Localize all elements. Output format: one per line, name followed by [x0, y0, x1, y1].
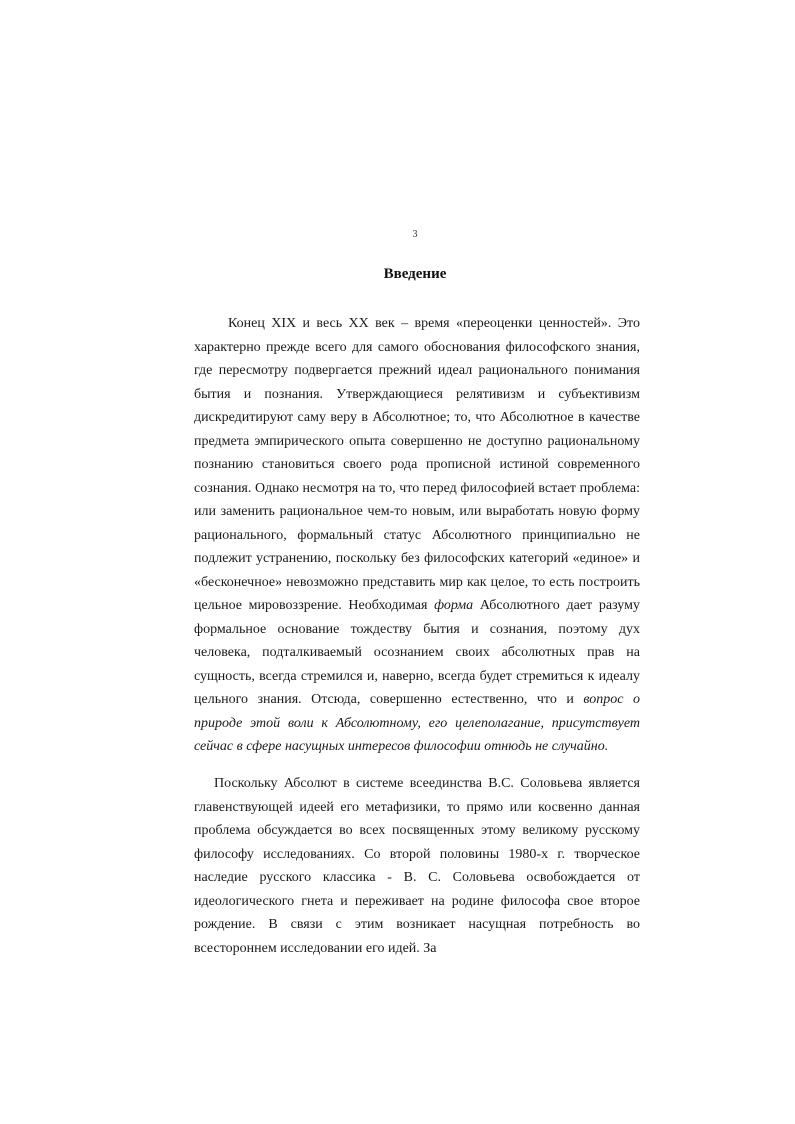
paragraph-intro-italic-forma: форма [434, 598, 474, 613]
paragraph-intro-text-1: Конец XIX и весь XX век – время «переоценки ценностей». Это характерно прежде всего для самого обоснования философского знания, где пересмотру подвергается прежний идеал рационального понимания бытия и познания. Утверждающиеся релятивизм и субъективизм дискредитируют саму веру в Абсолютное; то, что Абсолютное в качестве предмета эмпирического опыта совершенно не доступно рациональному познанию становиться своего рода прописной истиной современного сознания. Однако несмотря на то, что перед философией встает проблема: или заменить рациональное чем-то новым, или выработать новую форму рационального, формальный статус Абсолютного принципиально не подлежит устранению, поскольку без философских категорий «единое» и «бесконечное» невозможно представить мир как целое, то есть построить цельное мировоззрение. Необходимая [194, 316, 640, 613]
page-number: 3 [412, 229, 418, 240]
paragraph-intro [194, 312, 640, 759]
paragraph-intro-text-2: Абсолютного дает разуму формальное основание тождеству бытия и сознания, поэтому дух человека, подталкиваемый осознанием своих абсолютных прав на сущность, всегда стремился и, наверно, всегда будет стремиться к идеалу цельного знания. Отсюда, совершенно естественно, что и [194, 598, 640, 707]
paragraph-intro-italic-question: вопрос о природе этой воли к Абсолютному, его целеполагание, присутствует сейчас в сфере насущных интересов философии отнюдь не случайно. [194, 692, 640, 754]
section-heading: Введение [383, 266, 447, 282]
paragraph-soloviev: Поскольку Абсолют в системе всеединства В.С. Соловьева является главенствующей идеей его метафизики, то прямо или косвенно данная проблема обсуждается во всех посвященных этому великому русскому философу исследованиях. Со второй половины 1980-х г. творческое наследие русского классика - В. С. Соловьева освобождается от идеологического гнета и переживает на родине философа свое второе рождение. В связи с этим возникает насущная потребность во всестороннем исследовании его идей. За [194, 776, 640, 956]
